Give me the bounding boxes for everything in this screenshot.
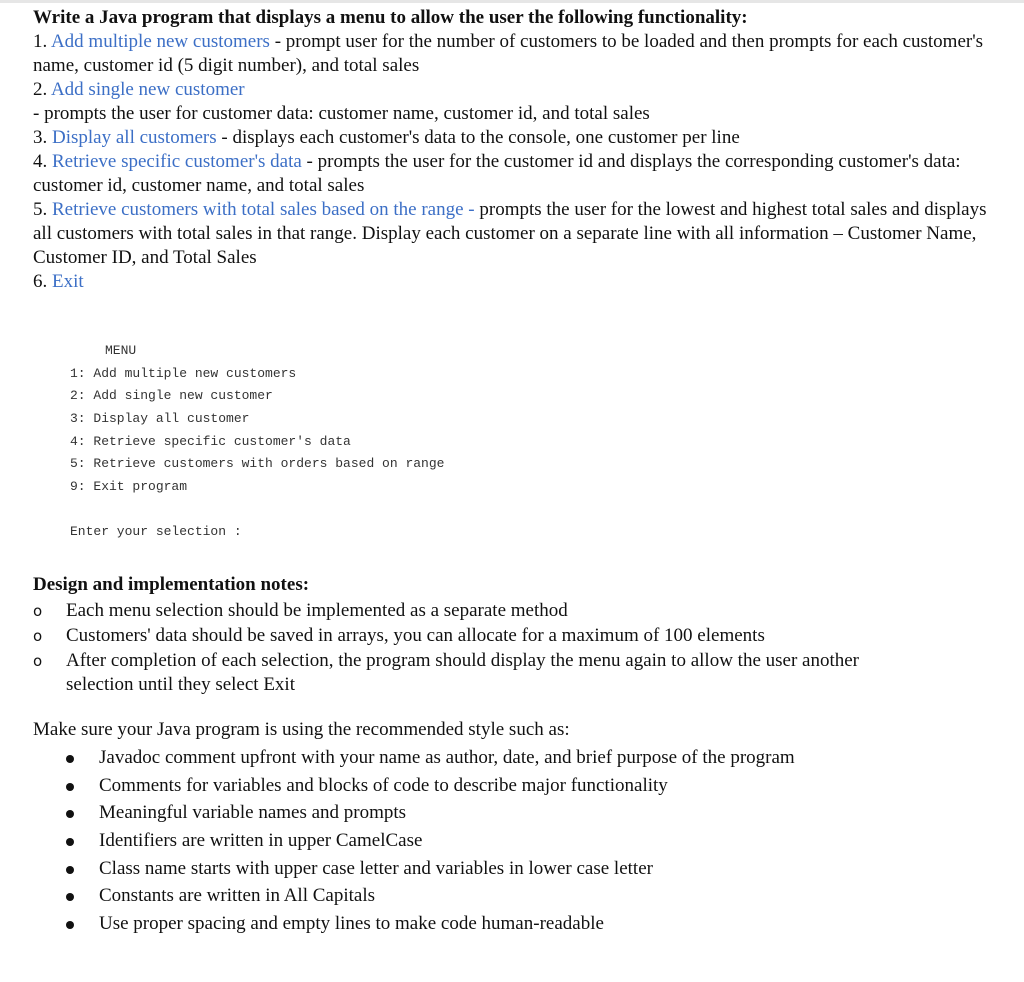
functionality-item-5 xyxy=(33,198,1003,270)
item-description: prompts the user for the lowest and highest total sales and displays all customers with total sales in that range. Display each customer on a separate line with all information – Customer Name, Customer ID, and Total Sales xyxy=(33,199,987,268)
circle-bullet-icon: o xyxy=(33,627,43,645)
item-number: 5. xyxy=(33,199,48,220)
bullet-dot-icon xyxy=(66,783,74,791)
bullet-dot-icon xyxy=(66,893,74,901)
item-description: - prompts the user for customer data: customer name, customer id, and total sales xyxy=(33,103,650,124)
style-item xyxy=(33,774,983,798)
menu-option-4: 4: Retrieve specific customer's data xyxy=(70,433,351,449)
menu-spacer xyxy=(70,499,444,521)
bullet-dot-icon xyxy=(66,838,74,846)
functionality-item-4 xyxy=(33,150,1003,198)
item-number: 6. xyxy=(33,271,48,292)
functionality-item-6 xyxy=(33,270,1003,294)
bullet-dot-icon xyxy=(66,921,74,929)
style-item xyxy=(33,801,983,825)
circle-bullet-icon: o xyxy=(33,602,43,620)
assignment-description xyxy=(33,6,1003,294)
item-feature-name: Retrieve specific customer's data xyxy=(52,151,302,172)
top-divider xyxy=(0,0,1024,3)
item-number: 4. xyxy=(33,151,48,172)
design-notes-heading: Design and implementation notes: xyxy=(33,574,310,595)
item-description: - prompt user for the number of customers to be loaded and then prompts for each customer's name, customer id (5 digit number), and total sales xyxy=(33,31,984,76)
menu-option-5: 5: Retrieve customers with orders based on range xyxy=(70,456,445,472)
design-note-text: After completion of each selection, the program should display the menu again to allow the user another selection until they select Exit xyxy=(66,650,860,695)
menu-option-9: 9: Exit program xyxy=(70,479,188,495)
menu-option-1: 1: Add multiple new customers xyxy=(70,365,297,381)
style-item xyxy=(33,746,983,770)
item-number: 3. xyxy=(33,127,48,148)
design-notes xyxy=(33,573,983,698)
style-item-text: Meaningful variable names and prompts xyxy=(99,802,407,824)
item-feature-name: Add single new customer xyxy=(50,79,245,100)
style-item-text: Constants are written in All Capitals xyxy=(99,885,375,907)
item-description: - prompts the user for the customer id and displays the corresponding customer's data: customer id, customer name, and total sales xyxy=(33,151,961,196)
assignment-title: Write a Java program that displays a menu to allow the user the following functionality: xyxy=(33,7,748,28)
style-item-text: Identifiers are written in upper CamelCase xyxy=(99,830,423,852)
style-requirements-list xyxy=(33,746,983,936)
item-number: 1. xyxy=(33,31,48,52)
style-item xyxy=(33,829,983,853)
menu-option-2: 2: Add single new customer xyxy=(70,388,273,404)
design-note-item xyxy=(33,599,983,623)
menu-title: MENU xyxy=(105,343,137,358)
design-note-item xyxy=(33,624,983,648)
style-item-text: Javadoc comment upfront with your name as author, date, and brief purpose of the program xyxy=(99,747,795,768)
item-number: 2. xyxy=(33,79,48,100)
design-note-item xyxy=(33,649,983,697)
functionality-item-3 xyxy=(33,126,1003,150)
item-feature-name: Add multiple new customers xyxy=(50,31,270,52)
design-note-text: Customers' data should be saved in arrays, you can allocate for a maximum of 100 elements xyxy=(66,625,765,646)
item-feature-name: Display all customers xyxy=(52,127,217,148)
circle-bullet-icon: o xyxy=(33,652,43,670)
bullet-dot-icon xyxy=(66,866,74,874)
style-item-text: Comments for variables and blocks of code to describe major functionality xyxy=(99,774,668,796)
menu-option-3: 3: Display all customer xyxy=(70,411,250,427)
console-menu-sample xyxy=(70,340,444,544)
bullet-dot-icon xyxy=(66,755,74,763)
style-intro: Make sure your Java program is using the recommended style such as: xyxy=(33,719,570,740)
design-note-text: Each menu selection should be implemented as a separate method xyxy=(66,600,568,621)
style-item xyxy=(33,857,983,881)
item-feature-name: Exit xyxy=(52,271,84,292)
functionality-item-1 xyxy=(33,30,1003,78)
item-description: - displays each customer's data to the console, one customer per line xyxy=(216,127,740,148)
functionality-item-2 xyxy=(33,78,1003,126)
design-notes-list xyxy=(33,599,983,697)
style-item-text: Class name starts with upper case letter and variables in lower case letter xyxy=(99,857,653,879)
style-item xyxy=(33,884,983,908)
bullet-dot-icon xyxy=(66,810,74,818)
style-item-text: Use proper spacing and empty lines to make code human-readable xyxy=(99,913,604,935)
menu-prompt: Enter your selection : xyxy=(70,523,242,539)
item-feature-name: Retrieve customers with total sales based on the range - xyxy=(52,199,475,220)
style-item xyxy=(33,912,983,936)
style-requirements xyxy=(33,718,983,940)
